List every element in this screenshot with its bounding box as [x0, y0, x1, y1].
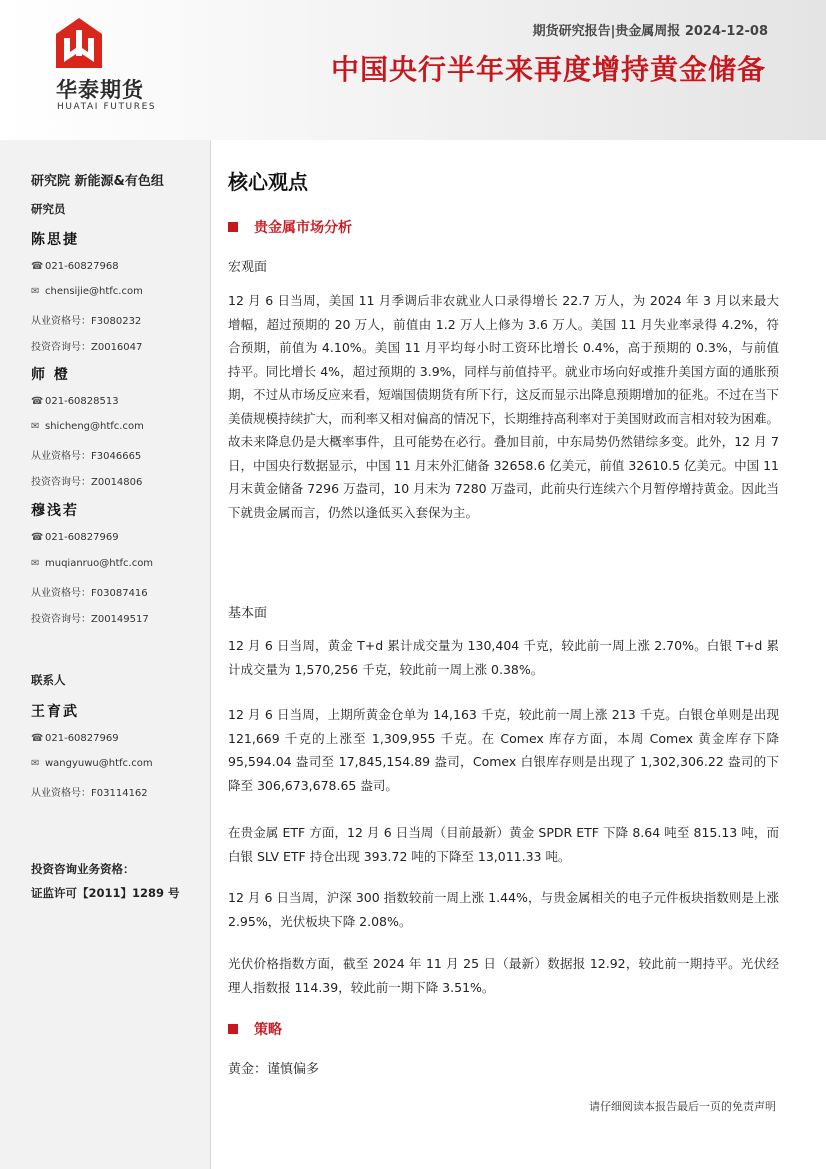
- report-type-date: 期货研究报告|贵金属周报 2024-12-08: [532, 24, 768, 39]
- researcher-email[interactable]: ✉ shicheng@htfc.com: [31, 421, 144, 432]
- logo-chinese-name: 华泰期货: [56, 78, 144, 102]
- contact-name: 王育武: [31, 704, 79, 720]
- phone-icon: ☎: [31, 396, 44, 407]
- department: 研究院 新能源&有色组: [31, 174, 164, 189]
- report-title: 中国央行半年来再度增持黄金储备: [330, 53, 766, 86]
- researcher-name: 穆浅若: [31, 503, 79, 519]
- researcher-consult-id: 投资咨询号：Z00149517: [31, 614, 149, 625]
- phone-icon: ☎: [31, 532, 44, 543]
- report-header: [0, 0, 826, 140]
- researcher-consult-id: 投资咨询号：Z0014806: [31, 477, 143, 488]
- disclaimer-note: 请仔细阅读本报告最后一页的免责声明: [589, 1100, 776, 1113]
- huatai-logo-icon: [56, 16, 102, 68]
- researcher-consult-id: 投资咨询号：Z0016047: [31, 342, 143, 353]
- phone-icon: ☎: [31, 261, 44, 272]
- researcher-qualification: 从业资格号：F3080232: [31, 316, 142, 327]
- logo-english-name: HUATAI FUTURES: [57, 102, 157, 112]
- author-sidebar: [0, 140, 211, 1169]
- section-heading-strategy: 策略: [228, 1019, 282, 1039]
- researcher-label: 研究员: [31, 202, 66, 216]
- macro-label: 宏观面: [228, 260, 268, 275]
- core-view-heading: 核心观点: [228, 170, 308, 194]
- strategy-text: 黄金：谨慎偏多: [228, 1062, 320, 1077]
- fundamental-paragraph: 12 月 6 日当周，上期所黄金仓单为 14,163 千克，较此前一周上涨 213 千克。白银仓单则是出现 121,669 千克的上涨至 1,309,955 千克。在 Comex 库存方面，本周 Comex 黄金库存下降 95,594.04 盎司至 17,845,154.89 盎司，Comex 白银库存则是出现了 1,302,306.22 盎司的下降至 306,673,678.65 盎司。: [228, 707, 779, 793]
- researcher-phone: ☎ 021-60827969: [31, 532, 119, 543]
- business-qualification-label: 投资咨询业务资格：: [31, 862, 135, 876]
- section-heading-market-analysis: 贵金属市场分析: [228, 217, 352, 237]
- contact-qualification: 从业资格号：F03114162: [31, 788, 148, 799]
- researcher-qualification: 从业资格号：F3046665: [31, 451, 142, 462]
- contact-email[interactable]: ✉ wangyuwu@htfc.com: [31, 758, 153, 769]
- researcher-email[interactable]: ✉ muqianruo@htfc.com: [31, 558, 154, 569]
- square-bullet-icon: [228, 1024, 238, 1034]
- envelope-icon: ✉: [31, 421, 40, 432]
- researcher-phone: ☎ 021-60827968: [31, 261, 119, 272]
- square-bullet-icon: [228, 222, 238, 232]
- macro-paragraph: 12 月 6 日当周，美国 11 月季调后非农就业人口录得增长 22.7 万人，为 2024 年 3 月以来最大增幅，超过预期的 20 万人，前值由 1.2 万人上修为 3.6 万人。美国 11 月失业率录得 4.2%，符合预期，前值为 4.10%。美国 11 月平均每小时工资环比增长 0.4%，高于预期的 0.3%，与前值持平。同比增长 4%，超过预期的 3.9%，同样与前值持平。就业市场向好或推升美国方面的通胀预期，不过从市场反应来看，短端国债期货有所下行，这反而显示出降息预期增加的征兆。不过在当下美债规模持续扩大，而利率又相对偏高的情况下，长期维持高利率对于美国财政而言相对较为困难。故未来降息仍是大概率事件，且可能势在必行。叠加目前，中东局势仍然错综多变。此外，12 月 7 日，中国央行数据显示，中国 11 月末外汇储备 32658.6 亿美元，前值 32610.5 亿美元。中国 11 月末黄金储备 7296 万盎司，10 月末为 7280 万盎司，此前央行连续六个月暂停增持黄金。因此当下就贵金属而言，仍然以逢低买入套保为主。: [228, 293, 779, 520]
- envelope-icon: ✉: [31, 558, 40, 569]
- researcher-name: 师 橙: [31, 367, 70, 383]
- envelope-icon: ✉: [31, 286, 40, 297]
- fundamental-paragraph: 12 月 6 日当周，黄金 T+d 累计成交量为 130,404 千克，较此前一周上涨 2.70%。白银 T+d 累计成交量为 1,570,256 千克，较此前一周上涨 0.38%。: [228, 638, 779, 677]
- researcher-qualification: 从业资格号：F03087416: [31, 588, 148, 599]
- fundamental-paragraph: 12 月 6 日当周，沪深 300 指数较前一周上涨 1.44%，与贵金属相关的电子元件板块指数则是上涨 2.95%，光伏板块下降 2.08%。: [228, 890, 779, 929]
- researcher-name: 陈思捷: [31, 232, 79, 248]
- fundamental-label: 基本面: [228, 606, 268, 621]
- phone-icon: ☎: [31, 733, 44, 744]
- researcher-email[interactable]: ✉ chensijie@htfc.com: [31, 286, 143, 297]
- fundamental-paragraph: 光伏价格指数方面，截至 2024 年 11 月 25 日（最新）数据报 12.92，较此前一期持平。光伏经理人指数报 114.39，较此前一期下降 3.51%。: [228, 956, 779, 995]
- contact-label: 联系人: [31, 673, 66, 687]
- fundamental-paragraph: 在贵金属 ETF 方面，12 月 6 日当周（目前最新）黄金 SPDR ETF 下降 8.64 吨至 815.13 吨，而白银 SLV ETF 持仓出现 393.72 吨的下降至 13,011.33 吨。: [228, 825, 779, 864]
- business-license: 证监许可【2011】1289 号: [31, 886, 180, 900]
- contact-phone: ☎ 021-60827969: [31, 733, 119, 744]
- envelope-icon: ✉: [31, 758, 40, 769]
- researcher-phone: ☎ 021-60828513: [31, 396, 119, 407]
